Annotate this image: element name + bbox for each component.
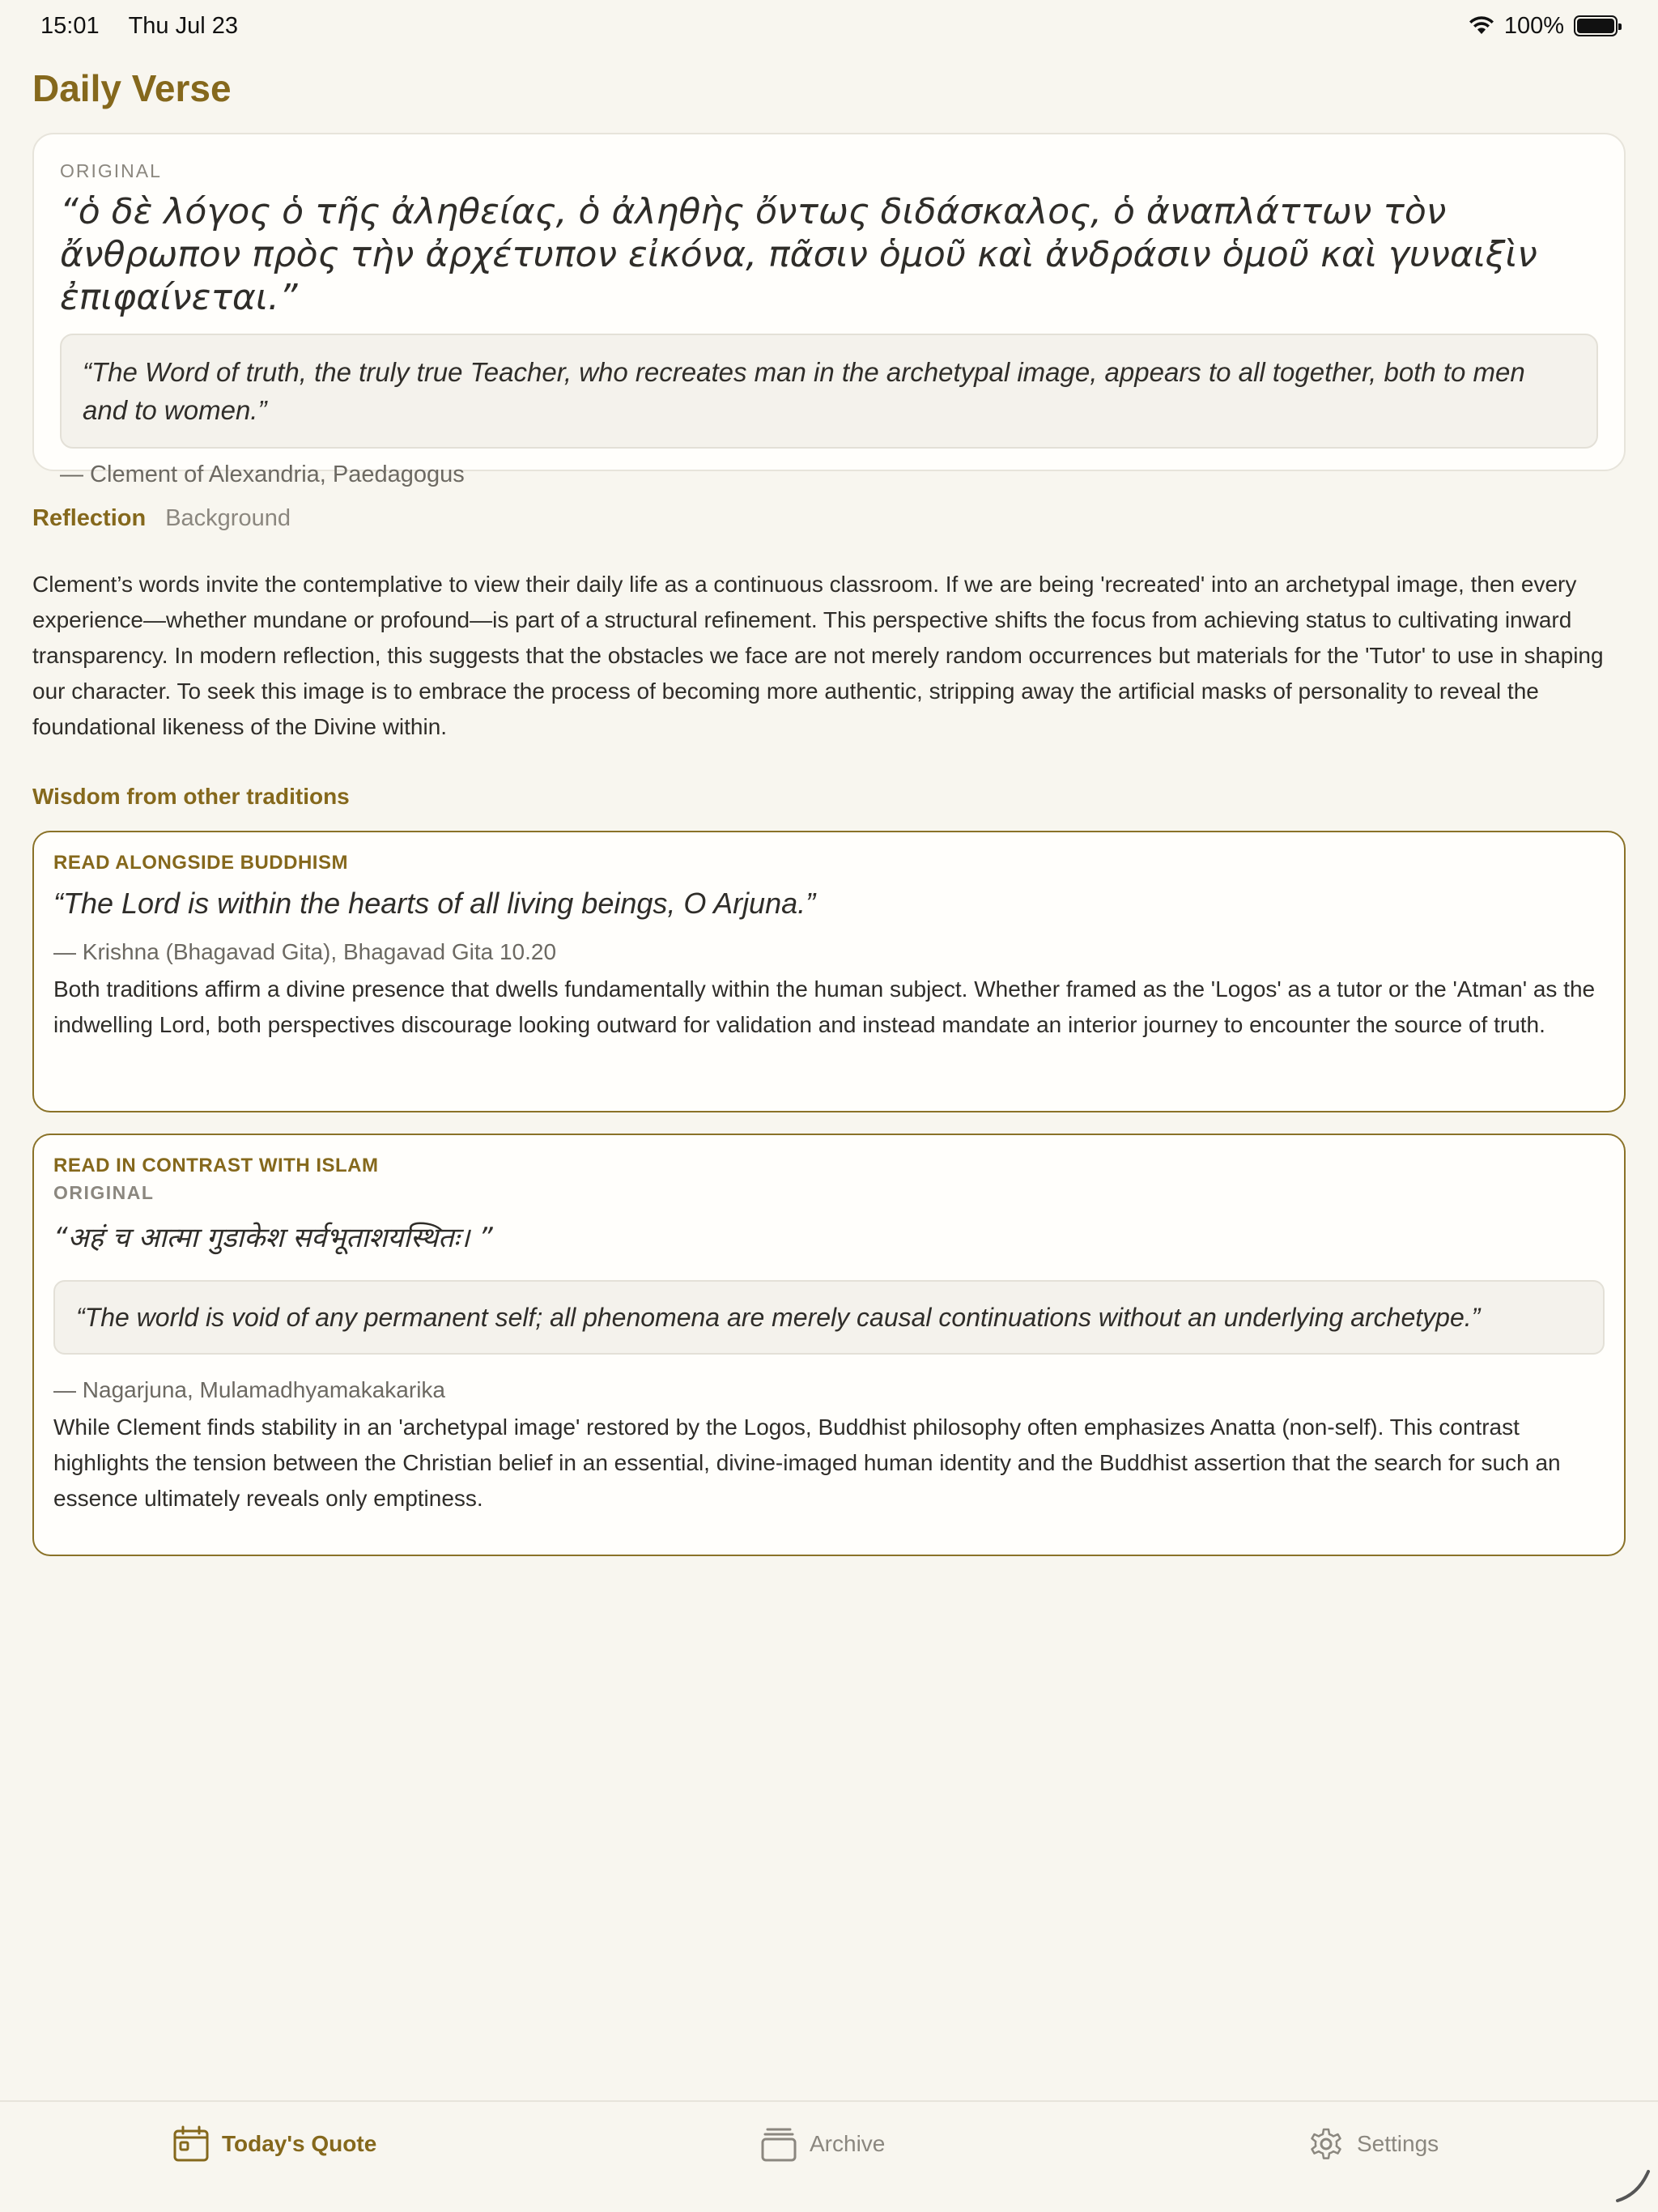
reflection-text: Clement’s words invite the contemplative to view their daily life as a continuous classroom. If we are being 'recreated' into an archetypal image, then every experience—whether mundane or profound—is part of a structural refinement. This perspective shifts the focus from achieving status to cultivating inward transparency. In modern reflection, this suggests that the obstacles we face are not merely random occurrences but materials for the 'Tutor' to use in shaping our character. To seek this image is to embrace the process of becoming more authentic, stripping away the artificial masks of personality to reveal the foundational likeness of the Divine within. (32, 572, 1604, 739)
battery-icon (1574, 15, 1618, 36)
wifi-icon (1469, 16, 1494, 36)
tradition-attribution: — Krishna (Bhagavad Gita), Bhagavad Gita 10.20 (53, 939, 557, 964)
tradition-translation-box (53, 1280, 1605, 1355)
tradition-card-buddhism (32, 831, 1626, 1112)
tab-background[interactable]: Background (165, 505, 291, 531)
tab-archive[interactable] (759, 2125, 885, 2163)
tab-label: Today's Quote (222, 2131, 377, 2156)
tradition-body: While Clement finds stability in an 'archetypal image' restored by the Logos, Buddhist philosophy often emphasizes Anatta (non-self). This contrast highlights the tension between the Christian belief in an essential, divine-imaged human identity and the Buddhist assertion that the search for such an essence ultimately reveals only emptiness. (53, 1414, 1561, 1511)
tab-reflection[interactable]: Reflection (32, 505, 147, 531)
original-text: “ὁ δὲ λόγος ὁ τῆς ἀληθείας, ὁ ἀληθὴς ὄντως διδάσκαλος, ὁ ἀναπλάττων τὸν ἄνθρωπον πρὸς τὴν ἀρχέτυπον εἰκόνα, πᾶσιν ὁμοῦ καὶ ἀνδράσιν ὁμοῦ καὶ γυναιξὶν ἐπιφαίνεται.” (60, 191, 1537, 318)
tradition-translation: “The world is void of any permanent self; all phenomena are merely causal continuations without an underlying archetype.” (76, 1303, 1481, 1332)
calendar-icon (172, 2125, 210, 2163)
original-label: ORIGINAL (53, 1182, 155, 1203)
quote-card (32, 133, 1626, 487)
battery-fill (1577, 19, 1614, 33)
gear-icon (1307, 2125, 1346, 2163)
tradition-attribution: — Nagarjuna, Mulamadhyamakakarika (53, 1377, 445, 1402)
page-title: Daily Verse (32, 67, 232, 109)
traditions-heading: Wisdom from other traditions (32, 784, 350, 809)
tab-label: Archive (810, 2131, 886, 2156)
status-time: 15:01 (40, 12, 100, 39)
tradition-original-text: “अहं च आत्मा गुडाकेश सर्वभूताशयस्थितः। ” (53, 1222, 493, 1254)
archive-icon (759, 2125, 798, 2163)
tab-label: Settings (1357, 2131, 1439, 2156)
quote-attribution: — Clement of Alexandria, Paedagogus (60, 462, 465, 487)
tradition-label: READ IN CONTRAST WITH ISLAM (53, 1155, 379, 1176)
original-label: ORIGINAL (60, 160, 162, 181)
translation-box (60, 334, 1598, 449)
content-tabs (32, 505, 291, 532)
tab-settings[interactable] (1307, 2125, 1439, 2163)
translation-text: “The Word of truth, the truly true Teacher, who recreates man in the archetypal image, appears to all together, both to men and to women.” (83, 357, 1525, 425)
tradition-quote: “The Lord is within the hearts of all living beings, O Arjuna.” (53, 887, 816, 920)
tradition-card-islam (32, 1134, 1626, 1556)
status-date: Thu Jul 23 (128, 12, 238, 39)
tab-todays-quote[interactable] (172, 2125, 376, 2163)
status-bar (0, 0, 1658, 52)
battery-percent: 100% (1503, 12, 1564, 39)
tradition-body: Both traditions affirm a divine presence that dwells fundamentally within the human subject. Whether framed as the 'Logos' as a tutor or the 'Atman' as the indwelling Lord, both perspectives discourage looking outward for validation and instead mandate an interior journey to encounter the source of truth. (53, 976, 1596, 1037)
tab-bar (0, 2100, 1658, 2212)
tradition-label: READ ALONGSIDE BUDDHISM (53, 852, 348, 874)
corner-grabber-icon (1614, 2167, 1652, 2204)
